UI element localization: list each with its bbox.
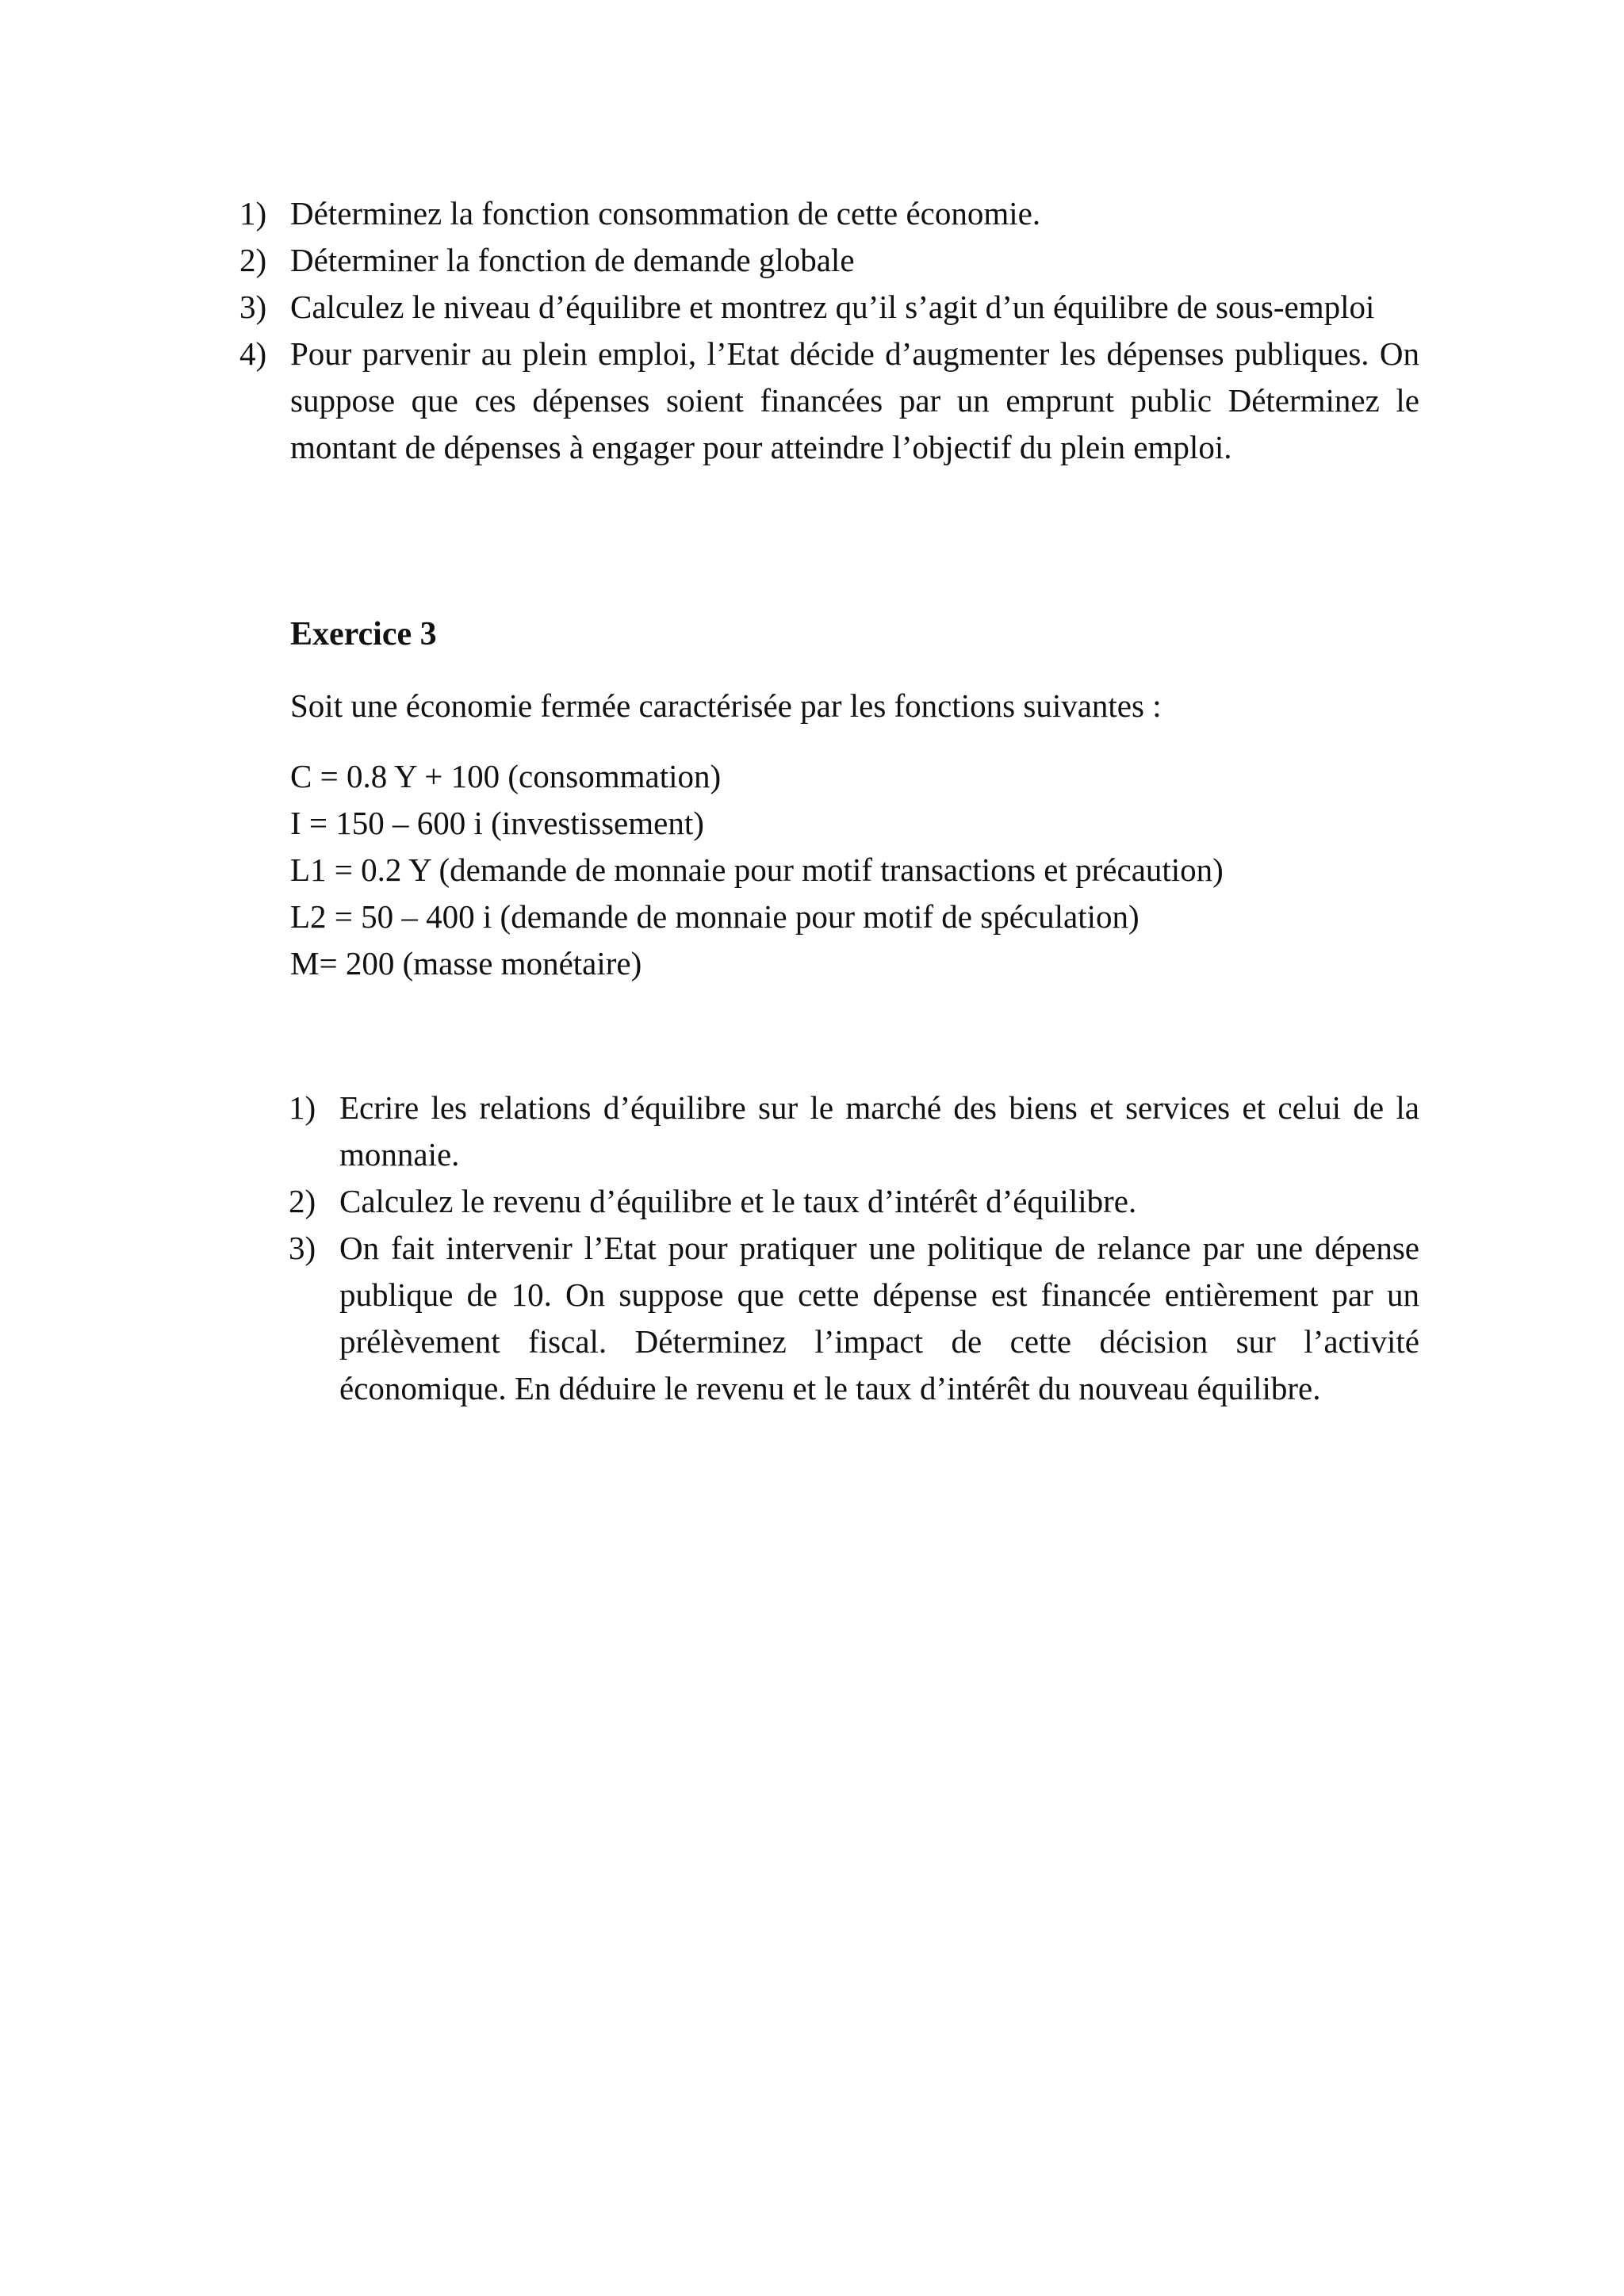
item-number: 1) — [239, 195, 267, 232]
item-text: Déterminez la fonction consommation de cette économie. — [290, 195, 1041, 232]
list-item — [289, 1178, 1419, 1225]
list-item — [239, 331, 1419, 471]
exercise-intro: Soit une économie fermée caractérisée par les fonctions suivantes : — [290, 687, 1162, 724]
item-number: 2) — [289, 1183, 316, 1219]
list-item — [239, 237, 1419, 284]
item-text: Pour parvenir au plein emploi, l’Etat décide d’augmenter les dépenses publiques. On suppose que ces dépenses soient financées par un emprunt public Déterminez le montant de dépenses à engager pour atteindre l’objectif du plein emploi. — [290, 335, 1419, 465]
item-number: 2) — [239, 242, 267, 278]
item-text: Déterminer la fonction de demande globale — [290, 242, 855, 278]
list-item — [239, 284, 1419, 331]
item-number: 3) — [289, 1230, 316, 1266]
exercise-heading: Exercice 3 — [290, 616, 437, 652]
item-number: 1) — [289, 1089, 316, 1126]
exercise3-questions-list — [289, 1085, 1419, 1412]
item-text: Calculez le niveau d’équilibre et montrez qu’il s’agit d’un équilibre de sous-emploi — [290, 289, 1375, 325]
item-text: Ecrire les relations d’équilibre sur le marché des biens et services et celui de la monnaie. — [339, 1089, 1419, 1173]
equation-consumption: C = 0.8 Y + 100 (consommation) — [290, 758, 722, 794]
list-item — [239, 190, 1419, 237]
questions-part1-list — [239, 190, 1419, 471]
item-text: Calculez le revenu d’équilibre et le taux d’intérêt d’équilibre. — [339, 1183, 1137, 1219]
equation-money-demand-l1: L1 = 0.2 Y (demande de monnaie pour motif transactions et précaution) — [290, 851, 1224, 888]
item-number: 4) — [239, 335, 267, 372]
equations-block — [290, 753, 1224, 987]
equation-money-supply: M= 200 (masse monétaire) — [290, 945, 642, 982]
equation-money-demand-l2: L2 = 50 – 400 i (demande de monnaie pour motif de spéculation) — [290, 898, 1139, 935]
list-item — [289, 1085, 1419, 1178]
item-text: On fait intervenir l’Etat pour pratiquer une politique de relance par une dépense publique de 10. On suppose que cette dépense est financée entièrement par un prélèvement fiscal. Déterminez l’impact de cette décision sur l’activité économique. En déduire le revenu et le taux d’intérêt du nouveau équilibre. — [339, 1230, 1419, 1406]
item-number: 3) — [239, 289, 267, 325]
equation-investment: I = 150 – 600 i (investissement) — [290, 805, 704, 841]
list-item — [289, 1225, 1419, 1412]
